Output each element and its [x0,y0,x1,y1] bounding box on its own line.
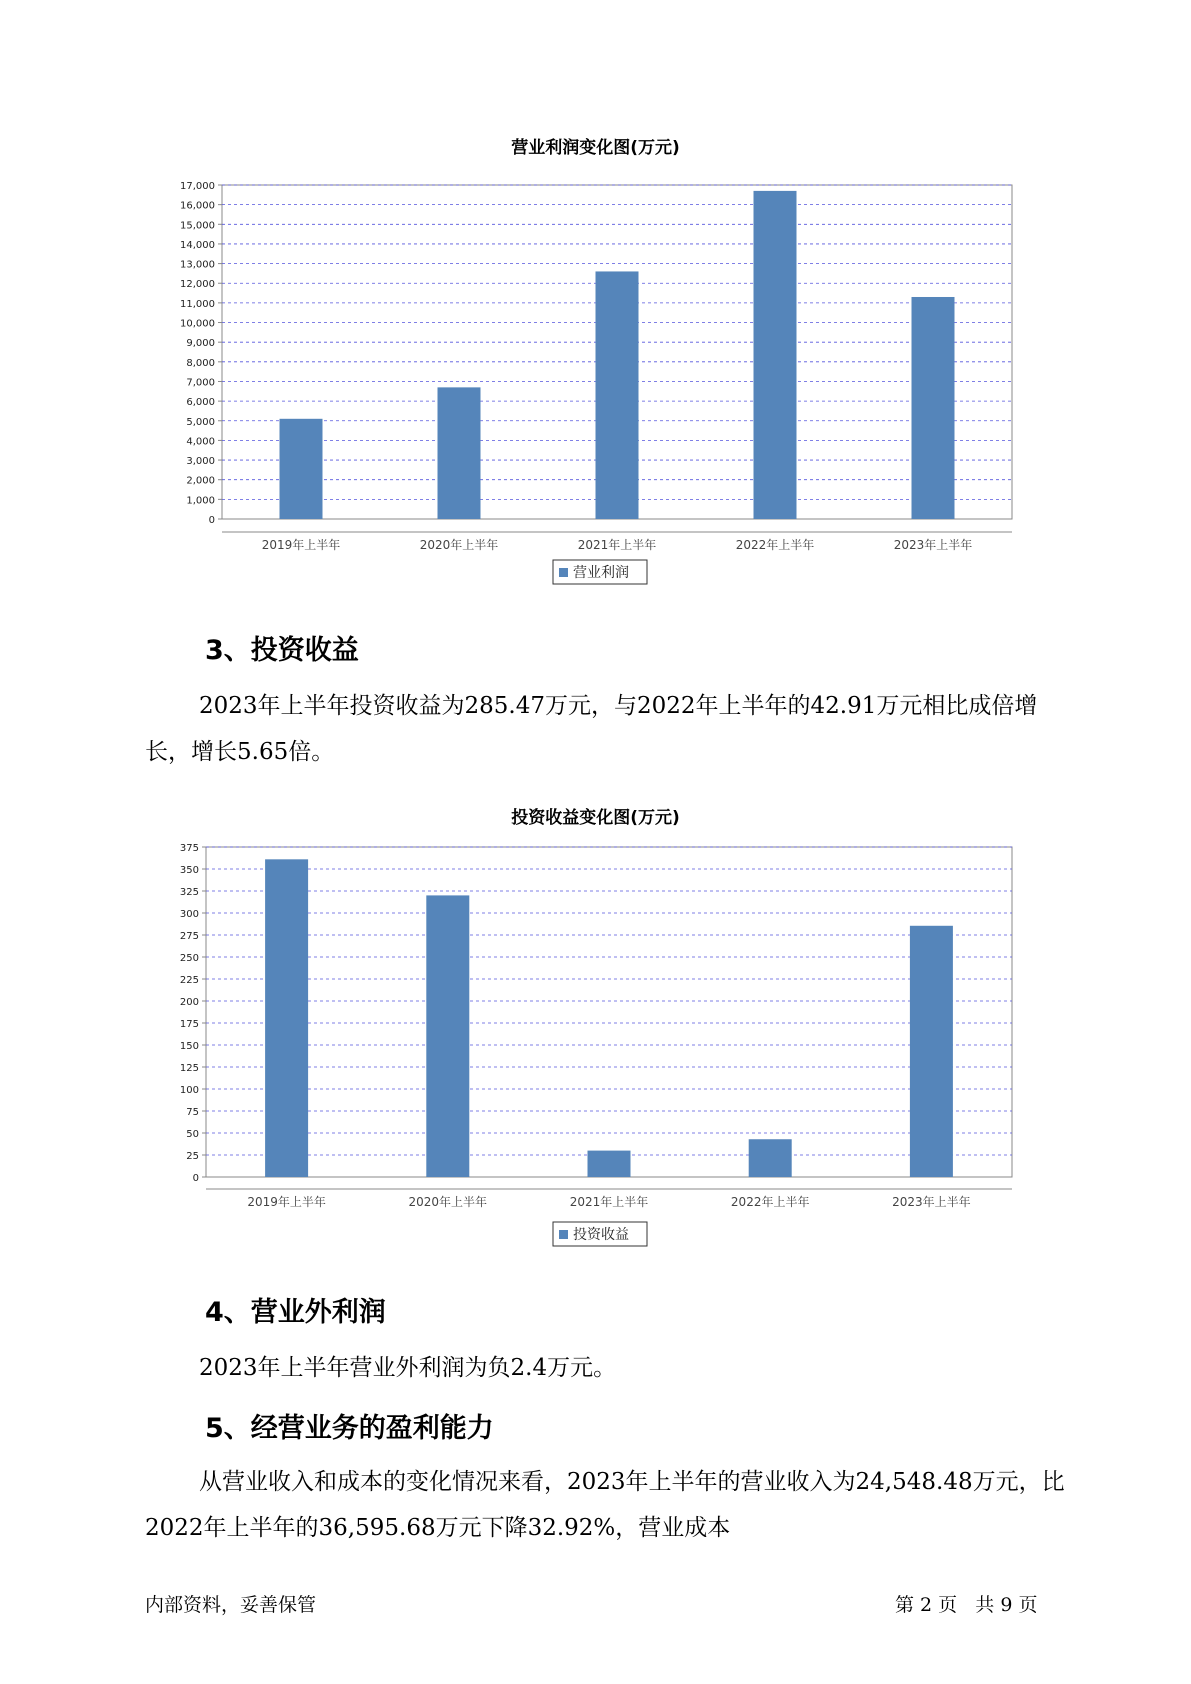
y-tick-label: 5,000 [186,416,215,428]
legend-label: 营业利润 [573,565,629,581]
y-tick-label: 225 [179,975,199,986]
bar [588,1151,631,1177]
y-tick-label: 3,000 [186,456,215,468]
section-4-paragraph [145,1345,1065,1391]
plot-area [206,847,1012,1177]
footer-page-number: 第 2 页 共 9 页 [895,1594,1038,1616]
y-tick-label: 375 [179,843,199,854]
bar [426,895,469,1177]
y-tick-label: 325 [179,887,199,898]
bar [910,926,953,1177]
y-tick-label: 2,000 [186,475,215,487]
y-tick-label: 11,000 [180,298,215,310]
y-tick-label: 4,000 [186,436,215,448]
y-tick-label: 125 [179,1063,199,1074]
y-tick-label: 300 [179,909,199,920]
chart1-title: 营业利润变化图(万元) [511,138,680,158]
y-tick-label: 275 [179,931,199,942]
section-5-heading: 5、经营业务的盈利能力 [205,1413,494,1444]
x-tick-label: 2020年上半年 [419,538,499,552]
y-tick-label: 0 [192,1173,199,1184]
y-tick-label: 7,000 [186,377,215,389]
section-4-text: 2023年上半年营业外利润为负2.4万元。 [199,1355,617,1381]
y-tick-label: 0 [208,515,215,526]
y-tick-label: 10,000 [180,318,215,330]
section-5-paragraph [145,1459,1065,1551]
y-tick-label: 150 [179,1041,199,1052]
x-tick-label: 2021年上半年 [569,1195,649,1209]
x-tick-label: 2020年上半年 [408,1195,488,1209]
y-tick-label: 100 [179,1085,199,1096]
y-tick-label: 250 [179,953,199,964]
y-tick-label: 14,000 [180,239,215,251]
y-tick-label: 50 [186,1129,199,1140]
y-tick-label: 1,000 [186,495,215,507]
y-tick-label: 15,000 [180,220,215,232]
y-tick-label: 12,000 [180,279,215,291]
bar [749,1139,792,1177]
y-tick-label: 200 [179,997,199,1008]
y-tick-label: 25 [186,1151,199,1162]
y-tick-label: 17,000 [180,181,215,192]
legend-swatch [559,1230,568,1239]
y-tick-label: 75 [186,1107,199,1118]
x-tick-label: 2022年上半年 [735,538,815,552]
y-tick-label: 175 [179,1019,199,1030]
x-tick-label: 2019年上半年 [261,538,341,552]
bar [265,859,308,1177]
x-tick-label: 2022年上半年 [730,1195,810,1209]
y-tick-label: 6,000 [186,397,215,409]
chart2-title: 投资收益变化图(万元) [511,808,680,828]
y-tick-label: 9,000 [186,338,215,350]
section-4-heading: 4、营业外利润 [205,1297,386,1328]
y-tick-label: 16,000 [180,200,215,212]
section-3-heading: 3、投资收益 [205,635,359,666]
legend-label: 投资收益 [573,1227,629,1243]
y-tick-label: 8,000 [186,357,215,369]
x-tick-label: 2019年上半年 [247,1195,326,1209]
section-3-text: 2023年上半年投资收益为285.47万元，与2022年上半年的42.91万元相比成倍增长，增长5.65倍。 [145,693,1038,765]
footer-left: 内部资料，妥善保管 [145,1594,317,1616]
section-5-text: 从营业收入和成本的变化情况来看，2023年上半年的营业收入为24,548.48万元，比2022年上半年的36,595.68万元下降32.92%，营业成本 [145,1469,1065,1541]
y-tick-label: 350 [179,865,199,876]
x-tick-label: 2021年上半年 [577,538,657,552]
x-tick-label: 2023年上半年 [893,538,973,552]
y-tick-label: 13,000 [180,259,215,271]
x-tick-label: 2023年上半年 [892,1195,971,1209]
